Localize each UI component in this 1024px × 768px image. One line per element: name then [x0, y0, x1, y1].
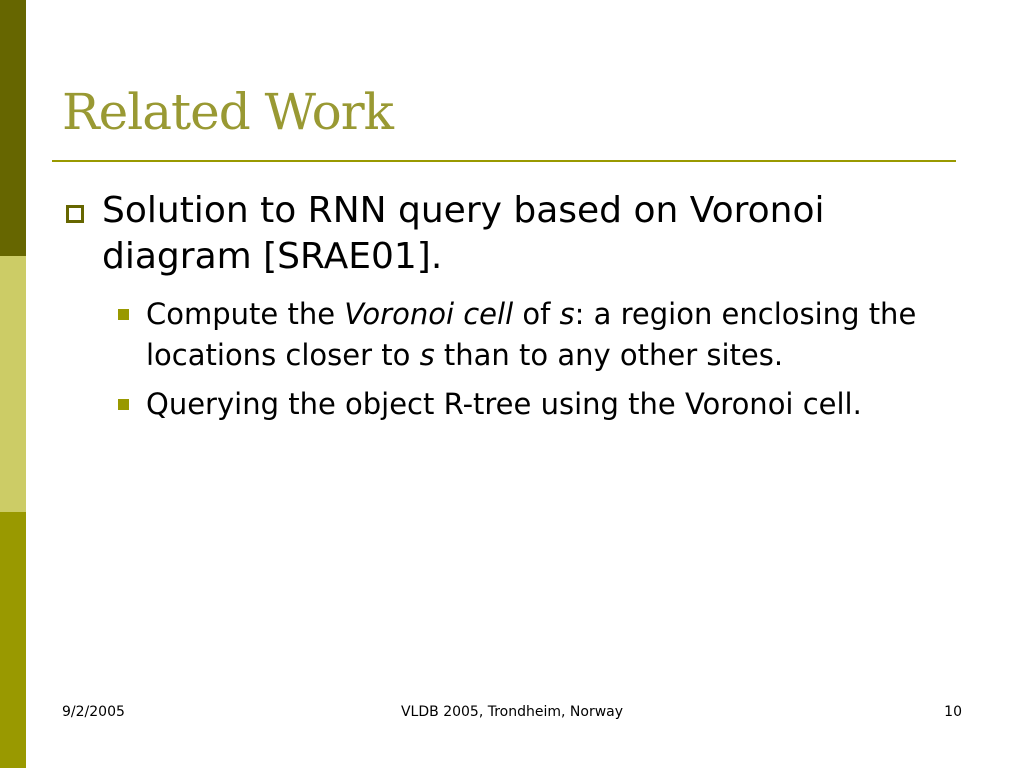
sub-bullet-text-1d: than to any other sites. — [434, 338, 784, 372]
sub-bullet-rtree-query — [114, 384, 962, 425]
sub-bullet-text-2: Querying the object R-tree using the Voronoi cell. — [146, 387, 862, 421]
side-bar-middle — [0, 256, 26, 512]
sub-bullet-var-s-2: s — [419, 338, 435, 372]
slide-title: Related Work — [62, 83, 393, 141]
square-bullet-icon — [118, 399, 129, 410]
footer-conference: VLDB 2005, Trondheim, Norway — [400, 704, 624, 720]
sub-bullet-text-1b: of — [513, 297, 560, 331]
footer-date: 9/2/2005 — [62, 704, 125, 720]
bullet-level1 — [62, 188, 962, 280]
title-underline — [52, 160, 956, 162]
sub-bullet-voronoi-cell — [114, 294, 962, 376]
footer-page-number: 10 — [944, 704, 962, 720]
side-bar-top — [0, 0, 26, 256]
slide-content — [62, 188, 962, 433]
side-bar-bottom — [0, 512, 26, 768]
bullet-level1-text: Solution to RNN query based on Voronoi diagram [SRAE01]. — [102, 190, 825, 277]
sub-bullet-term-voronoi-cell: Voronoi cell — [344, 297, 514, 331]
square-bullet-icon — [118, 309, 129, 320]
hollow-square-bullet-icon — [66, 205, 84, 223]
sub-bullet-text-1a: Compute the — [146, 297, 345, 331]
sub-bullet-text-1c: : a region enclosing the locations closer to — [146, 297, 917, 372]
sub-bullets — [62, 294, 962, 425]
sub-bullet-var-s: s — [559, 297, 575, 331]
